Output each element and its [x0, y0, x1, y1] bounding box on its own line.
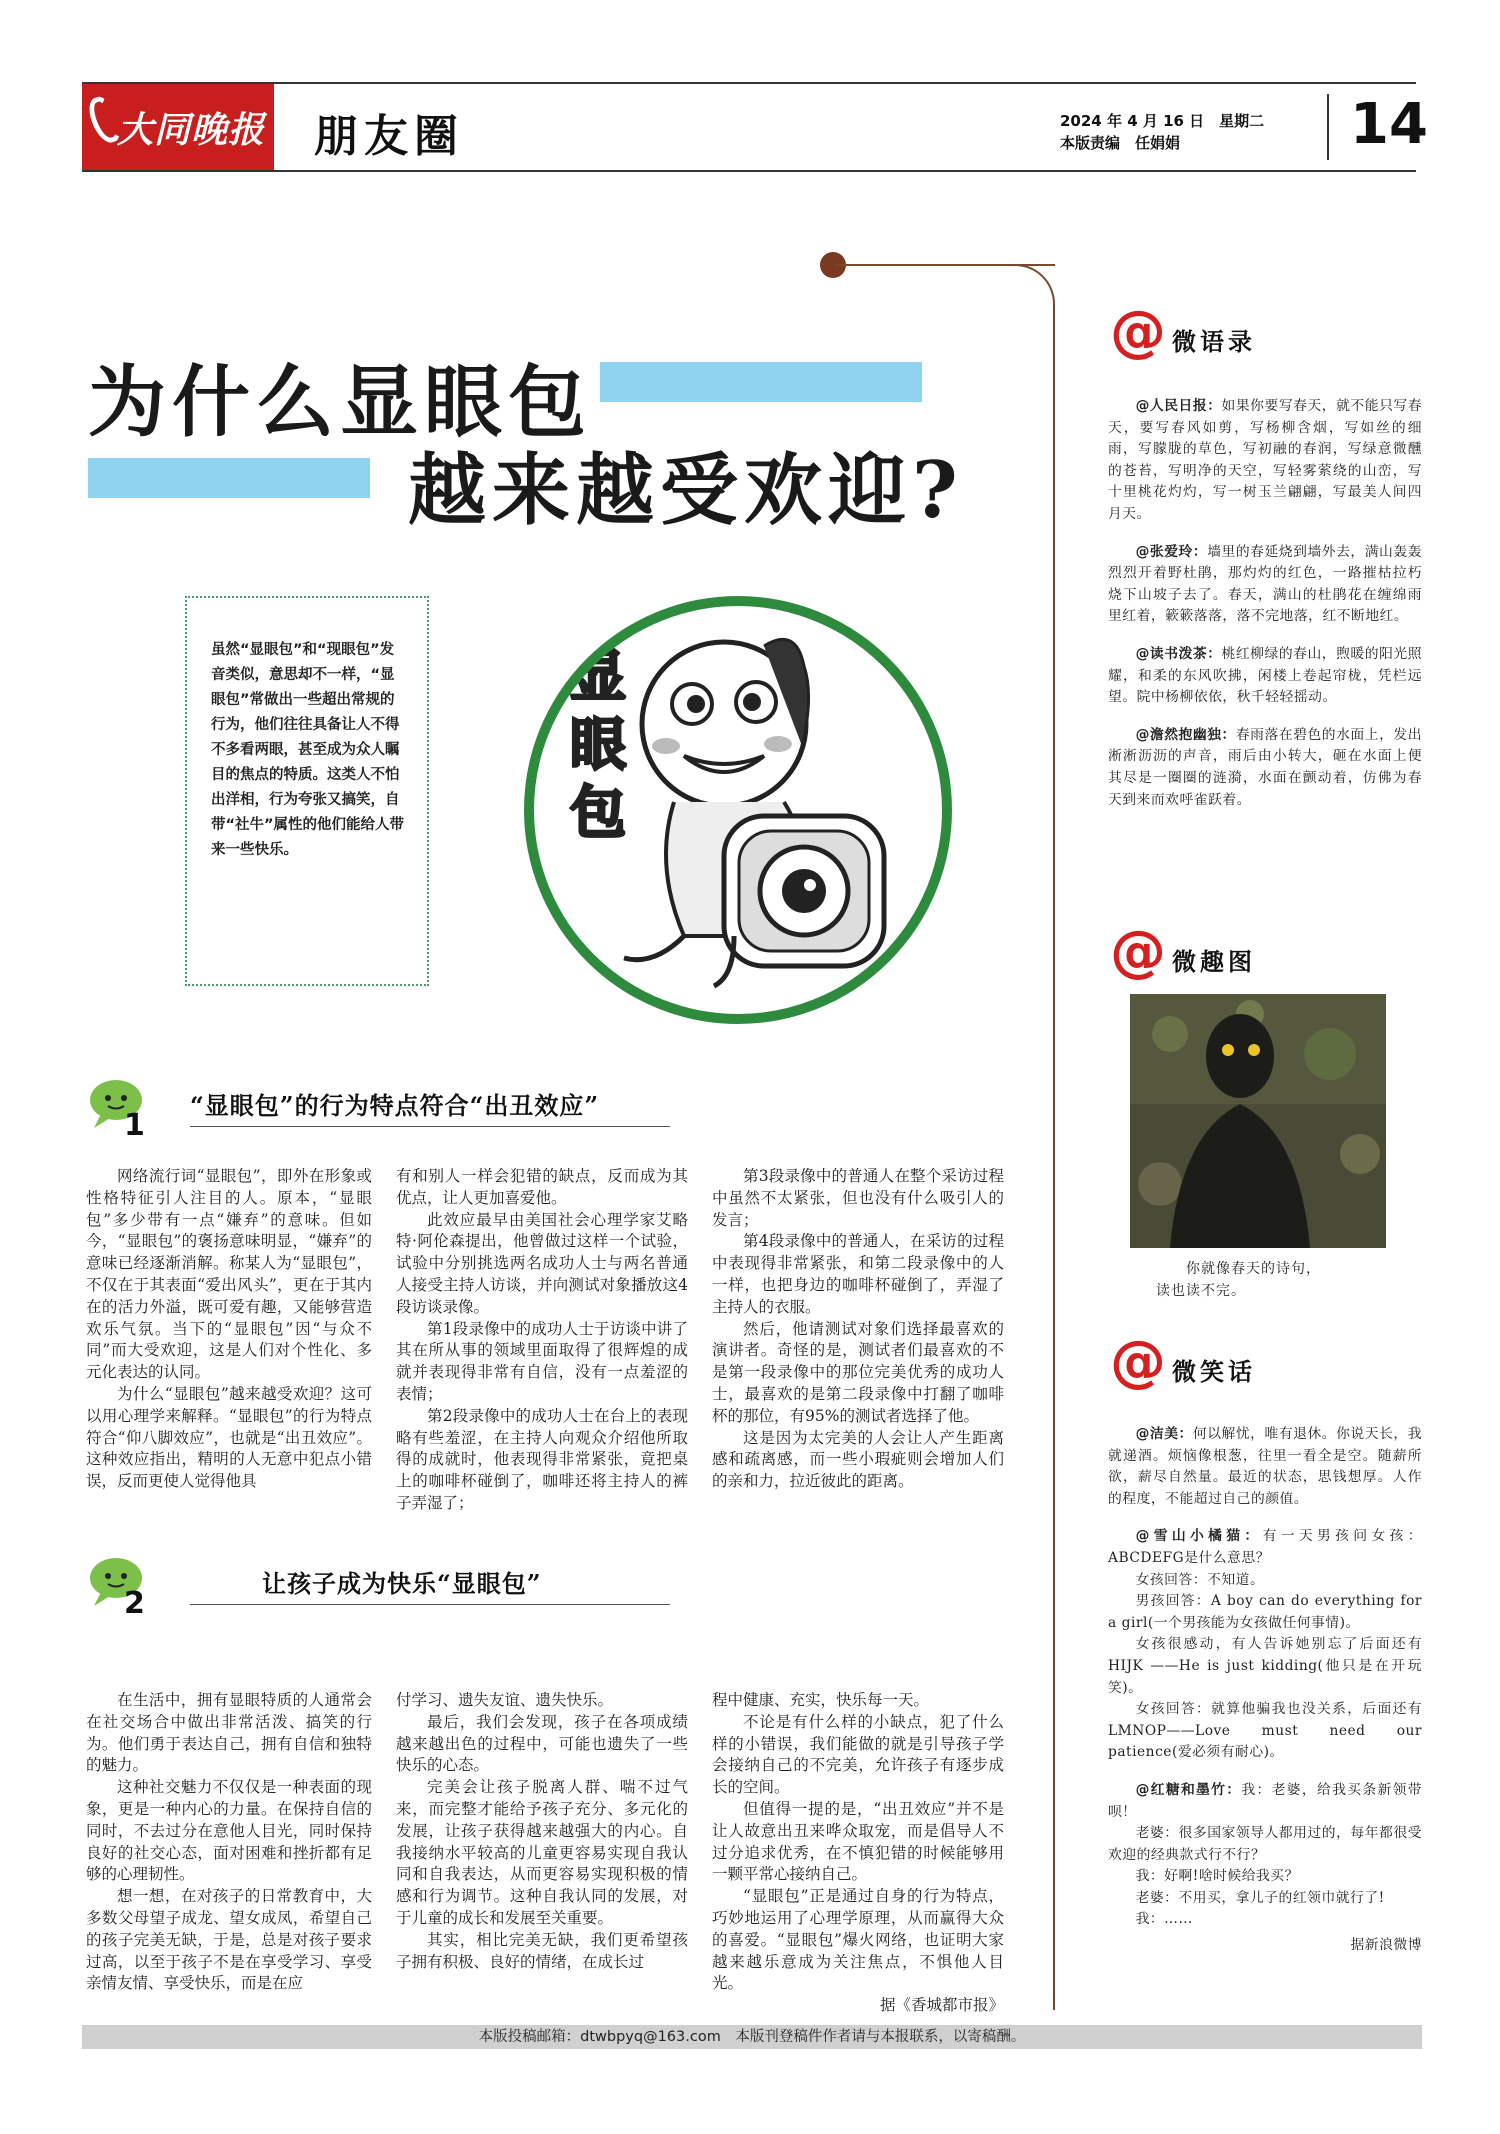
section-1-column-3: [712, 1166, 1004, 1493]
weiyu-text: 桃红柳绿的春山，煦暖的阳光照耀，和柔的东风吹拂，闲楼上卷起帘栊，凭栏远望。院中杨柳依依，秋千轻轻摇动。: [1108, 645, 1423, 706]
paragraph: 这种社交魅力不仅仅是一种表面的现象，更是一种内心的力量。在保持自信的同时，不去过分在意他人目光，同时保持良好的社交心态，面对困难和挫折都有足够的心理韧性。: [86, 1778, 372, 1884]
joke-item: [1108, 1780, 1422, 1823]
shadow-photo: [1130, 994, 1386, 1248]
illustration-char-1: 显: [570, 645, 626, 710]
headline-highlight-bar: [88, 458, 370, 498]
joke-author: @红糖和墨竹：: [1135, 1781, 1242, 1798]
paragraph: 第3段录像中的普通人在整个采访过程中虽然不太紧张，但也没有什么吸引人的发言；: [712, 1167, 1004, 1229]
joke-text: 我：老婆，给我买条新领带呗！: [1108, 1781, 1423, 1820]
caption-line-2: 读也读不完。: [1156, 1283, 1246, 1299]
headline-highlight-bar: [600, 362, 922, 402]
joke-line: 女孩回答：就算他骗我也没关系，后面还有 LMNOP——Love must need our patience(爱必须有耐心)。: [1108, 1701, 1422, 1761]
joke-author: @雪山小橘猫：: [1135, 1528, 1263, 1545]
logo-text: 大同晚报: [116, 109, 265, 151]
cartoon-illustration: [534, 606, 942, 1014]
paragraph: “显眼包”正是通过自身的行为特点，巧妙地运用了心理学原理，从而赢得大众的喜爱。“显眼包”爆火网络，也证明大家越来越乐意成为关注焦点，不惧他人目光。: [712, 1887, 1004, 1993]
paragraph: 为什么“显眼包”越来越受欢迎？这可以用心理学来解释。“显眼包”的行为特点符合“仰八脚效应”，也就是“出丑效应”。这种效应指出，精明的人无意中犯点小错误，反而更使人觉得他具: [86, 1384, 372, 1491]
at-sign-icon: @: [1110, 1329, 1166, 1394]
weixiao-list: [1108, 1424, 1422, 1957]
paragraph: 完美会让孩子脱离人群、喘不过气来，而完整才能给予孩子充分、多元化的发展，让孩子获得越来越强大的内心。自我接纳水平较高的儿童更容易实现自我认同和自我表达，从而更容易实现积极的情感和行为调节。这种自我认同的发展，对于儿童的成长和发展至关重要。: [396, 1778, 688, 1927]
weixiao-heading: [1110, 1329, 1410, 1394]
footer-notice: 本版投稿邮箱：dtwbpyq@163.com 本版刊登稿件作者请与本报联系，以寄稿酬。: [82, 2025, 1422, 2049]
joke-line: 老婆：很多国家领导人都用过的，每年都很受欢迎的经典款式行不行？: [1108, 1825, 1422, 1863]
weiyu-author: @人民日报：: [1135, 398, 1222, 414]
section-1-rule: [190, 1126, 670, 1127]
weiyu-heading: [1110, 299, 1410, 364]
section-2-column-1: [86, 1690, 372, 1995]
weiqu-heading: [1110, 919, 1410, 984]
intro-summary: 虽然“显眼包”和“现眼包”发音类似，意思却不一样，“显眼包”常做出一些超出常规的行为，他们往往具备让人不得不多看两眼，甚至成为众人瞩目的焦点的特质。这类人不怕出洋相，行为夸张又搞笑，自带“社牛”属性的他们能给人带来一些快乐。: [185, 596, 429, 986]
paragraph: 在生活中，拥有显眼特质的人通常会在社交场合中做出非常活泼、搞笑的行为。他们勇于表达自己，拥有自信和独特的魅力。: [86, 1691, 372, 1775]
joke-text: 有一天男孩问女孩：ABCDEFG是什么意思？: [1108, 1528, 1422, 1566]
section-2-number: 2: [124, 1586, 145, 1621]
masthead: [82, 82, 1428, 172]
caption-line-1: 你就像春天的诗句，: [1186, 1261, 1321, 1277]
section-2-heading: [86, 1556, 676, 1626]
section-2-rule: [190, 1604, 670, 1605]
joke-author: @洁美：: [1135, 1426, 1193, 1442]
page-editor: 本版责编 任娟娟: [1060, 134, 1181, 152]
section-1-number: 1: [124, 1108, 145, 1143]
paragraph: 程中健康、充实，快乐每一天。: [712, 1691, 930, 1709]
weiyu-author: @读书泼茶：: [1135, 645, 1222, 662]
paragraph: 不论是有什么样的小缺点，犯了什么样的小错误，我们能做的就是引导孩子学会接纳自己的不完美，允许孩子有逐步成长的空间。: [712, 1712, 1004, 1797]
weiyu-text: 墙里的春延烧到墙外去，满山轰轰烈烈开着野杜鹃，那灼灼的红色，一路摧枯拉朽烧下山坡子去了。春天，满山的杜鹃花在缠绵雨里红着，簌簌落落，落不完地落，红不断地红。: [1108, 543, 1423, 625]
newspaper-logo: [82, 84, 274, 170]
shadow-figure-image: [1130, 994, 1386, 1248]
paragraph: 付学习、遗失友谊、遗失快乐。: [396, 1691, 614, 1709]
paragraph: 网络流行词“显眼包”，即外在形象或性格特征引人注目的人。原本，“显眼包”多少带有一点“嫌弃”的意味。但如今，“显眼包”的褒扬意味明显，“嫌弃”的意味已经逐渐消解。称某人为“显眼包”，不仅在于其表面“爱出风头”，更在于其内在的活力外溢，既可爱有趣，又能够营造欢乐气氛。当下的“显眼包”因“与众不同”而大受欢迎，这是人们对个性化、多元化表达的认同。: [86, 1167, 372, 1382]
weiyu-text: 春雨落在碧色的水面上，发出淅淅沥沥的声音，雨后由小转大，砸在水面上便其尽是一圈圈的涟漪，水面在颤动着，仿佛为春天到来而欢呼雀跃着。: [1108, 726, 1423, 808]
paragraph: 第4段录像中的普通人，在采访的过程中表现得非常紧张，和第二段录像中的人一样，也把身边的咖啡杯碰倒了，弄湿了主持人的衣服。: [712, 1232, 1004, 1316]
section-name: 朋友圈: [314, 111, 464, 162]
publication-info: [1060, 110, 1264, 154]
paragraph: 但值得一提的是，“出丑效应”并不是让人故意出丑来哗众取宠，而是倡导人不过分追求优秀，在不慎犯错的时候能够用一颗平常心接纳自己。: [712, 1799, 1004, 1884]
section-2-title: 让孩子成为快乐“显眼包”: [262, 1569, 542, 1598]
weiqu-title: 微趣图: [1172, 948, 1256, 976]
at-sign-icon: @: [1110, 299, 1166, 364]
column-divider-line: [1053, 320, 1055, 2010]
paragraph: 其实，相比完美无缺，我们更希望孩子拥有积极、良好的情绪，在成长过: [396, 1930, 688, 1971]
weixiao-title: 微笑话: [1172, 1358, 1256, 1386]
page-number-divider: [1327, 94, 1329, 160]
joke-line: 女孩很感动，有人告诉她别忘了后面还有 HIJK ——He is just kidding(他只是在开玩笑)。: [1108, 1636, 1422, 1696]
joke-line: 我：好啊!啥时候给我买？: [1135, 1868, 1299, 1885]
headline-line-1: 为什么显眼包: [88, 357, 593, 448]
weiyu-item: [1108, 542, 1422, 628]
joke-line: 老婆：不用买，拿儿子的红领巾就行了!: [1135, 1889, 1385, 1906]
illustration-char-2: 眼: [570, 713, 626, 778]
illustration-char-3: 包: [570, 781, 626, 846]
weiyu-item: [1108, 644, 1422, 709]
paragraph: 然后，他请测试对象们选择最喜欢的演讲者。奇怪的是，测试者们最喜欢的不是第一段录像中的那位完美优秀的成功人士，最喜欢的是第二段录像中打翻了咖啡杯的那位，有95%的测试者选择了他。: [712, 1319, 1004, 1425]
weiyu-text: 如果你要写春天，就不能只写春天，要写春风如剪，写杨柳含烟，写如丝的细雨，写朦胧的草色，写初融的春润，写绿意微醺的苍苔，写明净的天空，写轻雾萦绕的山峦，写十里桃花灼灼，写一树玉兰翩翩，写最美人间四月天。: [1108, 398, 1423, 522]
section-2-column-2: [396, 1690, 688, 1973]
section-1-heading: [86, 1078, 676, 1148]
joke-text: 何以解忧，唯有退休。你说天长，我就递酒。烦恼像根葱，往里一看全是空。随薪所欲，薪尽自然量。最近的状态，思钱想厚。人作的程度，不能超过自己的颜值。: [1108, 1426, 1423, 1507]
section-1-column-2: [396, 1166, 688, 1515]
weiyu-author: @张爱玲：: [1135, 543, 1208, 560]
joke-line: 我：……: [1135, 1911, 1193, 1928]
joke-line: 男孩回答：A boy can do everything for a girl(一个男孩能为女孩做任何事情)。: [1108, 1593, 1422, 1631]
weiyu-item: [1108, 396, 1422, 526]
weiyu-author: @澹然抱幽独：: [1135, 726, 1236, 743]
weiyu-title: 微语录: [1172, 328, 1256, 356]
paragraph: 想一想，在对孩子的日常教育中，大多数父母望子成龙、望女成凤，希望自己的孩子完美无缺，于是，总是对孩子要求过高，以至于孩子不是在享受学习、享受亲情友情、享受快乐，而是在应: [86, 1887, 372, 1993]
weiyu-list: [1108, 396, 1422, 827]
weiyu-item: [1108, 725, 1422, 811]
section-1-title: “显眼包”的行为特点符合“出丑效应”: [190, 1091, 600, 1120]
paragraph: 第2段录像中的成功人士在台上的表现略有些羞涩，在主持人向观众介绍他所取得的成就时，他表现得非常紧张，竟把桌上的咖啡杯碰倒了，咖啡还将主持人的裤子弄湿了；: [396, 1406, 688, 1512]
paragraph: 有和别人一样会犯错的缺点，反而成为其优点，让人更加喜爱他。: [396, 1167, 688, 1207]
joke-line: 女孩回答：不知道。: [1135, 1571, 1265, 1588]
photo-caption: [1156, 1258, 1321, 1302]
at-sign-icon: @: [1110, 919, 1166, 984]
publication-date: 2024 年 4 月 16 日 星期二: [1060, 112, 1265, 130]
sidebar-source: 据新浪微博: [1350, 1937, 1422, 1954]
paragraph: 这是因为太完美的人会让人产生距离感和疏离感，而一些小瑕疵则会增加人们的亲和力，拉近彼此的距离。: [712, 1428, 1004, 1491]
section-1-column-1: [86, 1166, 372, 1493]
illustration-circle: [524, 596, 952, 1024]
joke-item: [1108, 1424, 1422, 1510]
article-source: 据《香城都市报》: [879, 1996, 1004, 2015]
headline-line-2: 越来越受欢迎?: [408, 445, 964, 536]
paragraph: 最后，我们会发现，孩子在各项成绩越来越出色的过程中，可能也遗失了一些快乐的心态。: [396, 1712, 688, 1775]
paragraph: 此效应最早由美国社会心理学家艾略特·阿伦森提出，他曾做过这样一个试验，试验中分别挑选两名成功人士与两名普通人接受主持人访谈，并向测试对象播放这4段访谈录像。: [396, 1210, 688, 1316]
joke-item: [1108, 1526, 1422, 1569]
page-number: 14: [1350, 92, 1428, 157]
section-2-column-3: [712, 1690, 1004, 2017]
decorative-curve: [995, 264, 1055, 324]
paragraph: 第1段录像中的成功人士于访谈中讲了其在所从事的领域里面取得了很辉煌的成就并表现得非常有自信，没有一点羞涩的表情；: [396, 1319, 688, 1403]
